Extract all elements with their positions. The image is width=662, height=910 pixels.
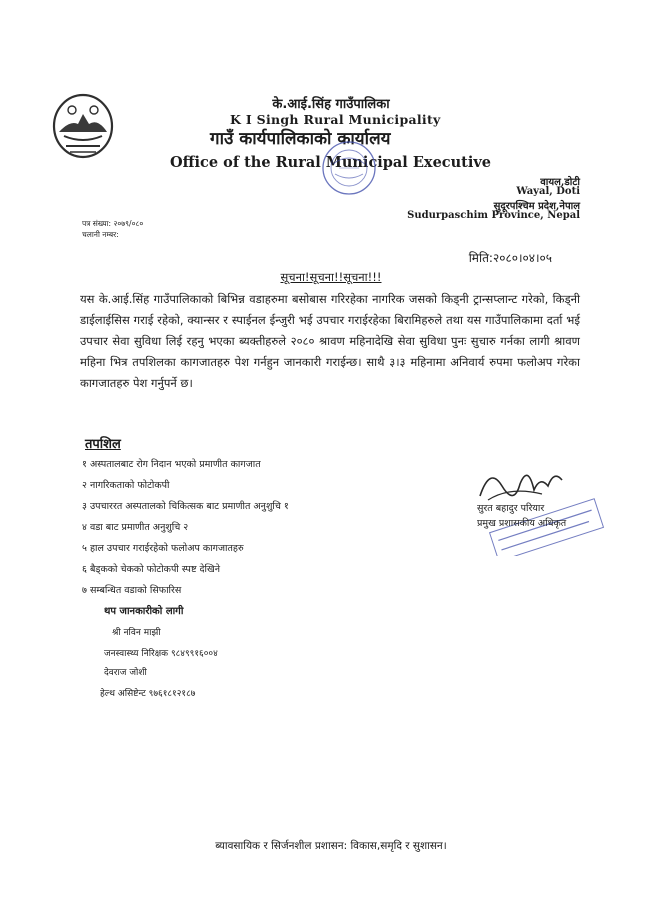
address-line-2: Wayal, Doti (516, 186, 580, 197)
signatory-name: सुरत बहादुर परियार (477, 503, 545, 514)
letterhead-office-np: गाउँ कार्यपालिकाको कार्यालय (210, 129, 391, 149)
list-item: ६ बैड्कको चेकको फोटोकपी स्पष्ट देखिने (82, 564, 221, 575)
letterhead-name-en: K I Singh Rural Municipality (230, 112, 441, 127)
list-item: ५ हाल उपचार गराईरहेको फलोअप कागजातहरु (82, 543, 244, 554)
letter-date: मिति:२०८०।०४।०५ (468, 251, 552, 265)
office-seal-stamp (319, 138, 379, 200)
signatory-title: प्रमुख प्रशासकीय अधिकृत (477, 518, 567, 529)
list-item: ४ वडा बाट प्रमाणीत अनुशुचि २ (82, 522, 189, 533)
address-line-1: वायल,डोटी (540, 177, 580, 188)
letterhead-name-np: के.आई.सिंह गाउँपालिका (272, 97, 390, 112)
contact-line: श्री नविन माझी (112, 628, 161, 638)
address-line-4: Sudurpaschim Province, Nepal (407, 210, 580, 221)
contact-line: हेल्थ असिष्टेन्ट ९७६१८१२१८७ (100, 689, 196, 699)
contact-line: देवराज जोशी (104, 668, 147, 678)
letterhead-office-en: Office of the Rural Municipal Executive (170, 154, 492, 171)
dispatch-number: चलानी नम्बर: (82, 230, 119, 239)
address-line-3: सुदूरपश्चिम प्रदेश,नेपाल (493, 201, 580, 212)
tapsil-heading: तपशिल (85, 437, 121, 452)
notice-heading: सूचना!सूचना!!सूचना!!! (280, 270, 382, 284)
footer-slogan: ब्यावसायिक र सिर्जनशील प्रशासन: विकास,समृदि र सुशासन। (215, 840, 447, 852)
contact-heading: थप जानकारीको लागी (104, 606, 184, 617)
list-item: ७ सम्बन्धित वडाको सिफारिस (82, 585, 182, 596)
list-item: १ अस्पतालबाट रोग निदान भएको प्रमाणीत कागजात (82, 459, 261, 470)
list-item: २ नागरिकताको फोटोकपी (82, 480, 170, 491)
notice-body: यस के.आई.सिंह गाउँपालिकाको बिभिन्न वडाहरुमा बसोबास गरिरहेका नागरिक जसको किड्नी ट्रान्सप्लान्ट गरेको, किड्नी डाईलाईसिस गराई रहेको, क्यान्सर र स्पाईनल ईन्जुरी भई उपचार गराईरहेका बिरामिहरुले तथा यस गाउँपालिकामा दर्ता भई उपचार सेवा सुविधा लिई रहनु भएका ब्यक्तीहरुले २०८० श्रावण महिनादेखि सेवा सुविधा पुनः सुचारु गर्नका लागी श्रावण महिना भित्र तपशिलका कागजातहरु पेश गर्नहुन जानकारी गराईन्छ। साथै ३।३ महिनामा अनिवार्य रुपमा फलोअप गरेका कागजातहरु पेश गर्नुपर्ने छ। (80, 292, 580, 390)
letter-number: पत्र संख्या: २०७९/०८० (82, 219, 144, 228)
contact-line: जनस्वास्थ्य निरिक्षक ९८४९९१६००४ (104, 649, 218, 659)
list-item: ३ उपचाररत अस्पतालको चिकित्सक बाट प्रमाणीत अनुशुचि १ (82, 501, 289, 512)
